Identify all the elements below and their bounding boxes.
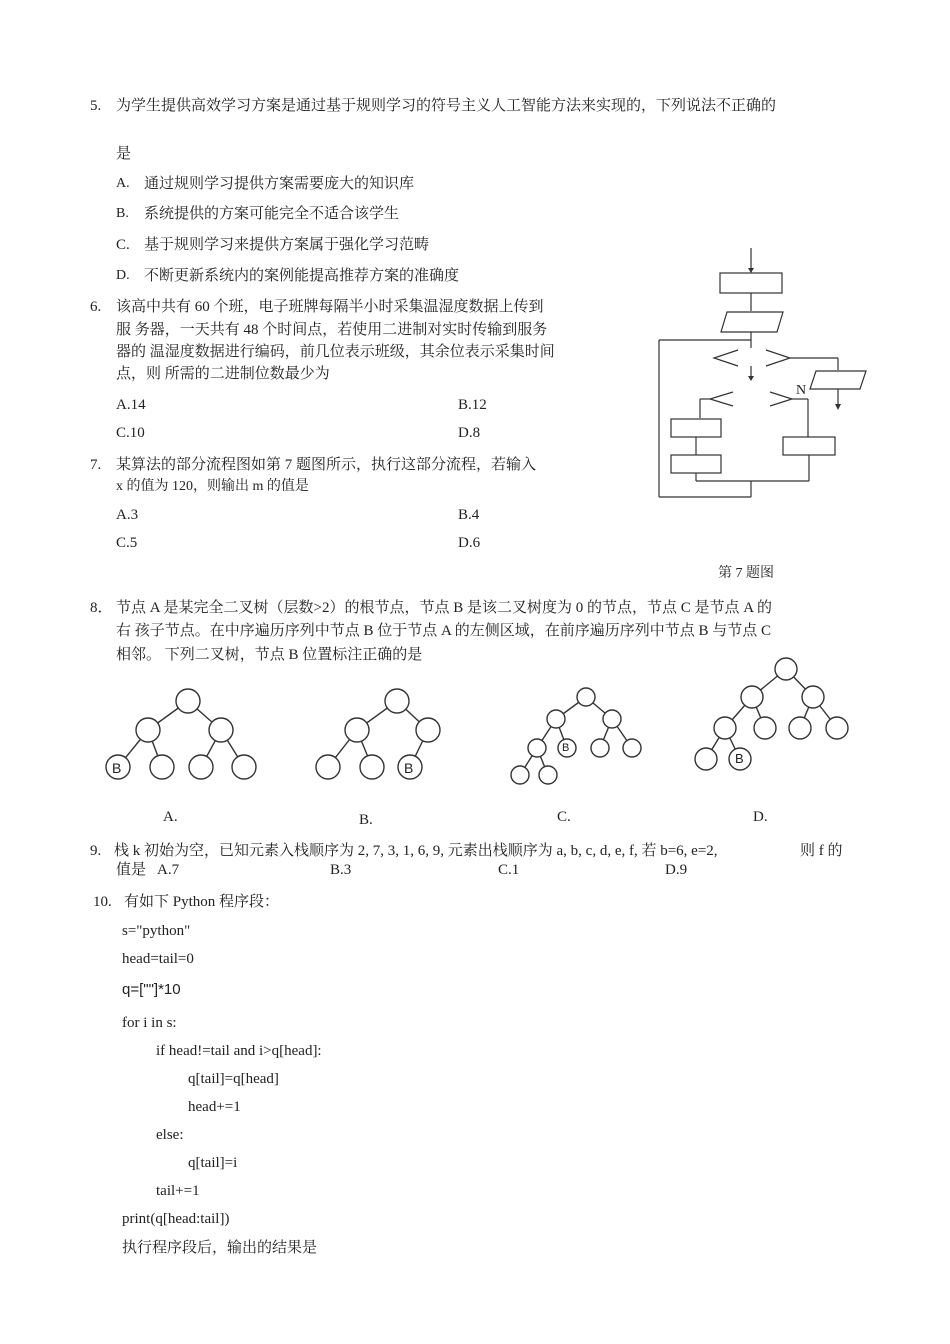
q7-option-d: D.6 <box>458 535 481 551</box>
q10-stem: 有如下 Python 程序段： <box>124 894 280 910</box>
q9-option-a: A.7 <box>157 862 180 878</box>
tree-a-label-b: B <box>112 760 122 776</box>
tree-b-label-b: B <box>404 760 414 776</box>
code-line-4: for i in s: <box>122 1015 177 1031</box>
q10-question: 执行程序段后，输出的结果是 <box>122 1240 318 1256</box>
q5-number: 5. <box>90 98 102 114</box>
q5-option-a-text: 通过规则学习提供方案需要庞大的知识库 <box>144 176 415 192</box>
q8-stem-line1: 节点 A 是某完全二叉树（层数>2）的根节点，节点 B 是该二叉树度为 0 的节点，节点 C 是节点 A 的 <box>116 600 772 616</box>
tree-d-node <box>714 717 736 739</box>
q9-option-b: B.3 <box>330 862 352 878</box>
q9-stem-line1: 栈 k 初始为空，已知元素入栈顺序为 2, 7, 3, 1, 6, 9, 元素出栈顺序为 a, b, c, d, e, f, 若 b=6, e=2, <box>114 843 718 859</box>
tree-d-label-b: B <box>735 751 744 766</box>
q5-option-c-text: 基于规则学习来提供方案属于强化学习范畴 <box>144 237 430 253</box>
tree-d-node <box>802 686 824 708</box>
code-line-5: if head!=tail and i>q[head]: <box>156 1043 322 1059</box>
q5-stem-line2: 是 <box>116 146 132 162</box>
q10-number: 10. <box>93 894 112 910</box>
q6-number: 6. <box>90 299 102 315</box>
q5-stem-line1: 为学生提供高效学习方案是通过基于规则学习的符号主义人工智能方法来实现的，下列说法不正确的 <box>116 98 777 114</box>
tree-d-node <box>826 717 848 739</box>
q8-stem-line2: 右 孩子节点。在中序遍历序列中节点 B 位于节点 A 的左侧区域，在前序遍历序列中节点 B 与节点 C <box>116 623 772 639</box>
tree-d-node <box>695 748 717 770</box>
q7-number: 7. <box>90 457 102 473</box>
q5-option-d-text: 不断更新系统内的案例能提高推荐方案的准确度 <box>144 268 460 284</box>
code-line-6: q[tail]=q[head] <box>188 1071 279 1087</box>
q8-option-d: D. <box>753 809 768 825</box>
q6-stem-line2: 服 务器，一天共有 48 个时间点，若使用二进制对实时传输到服务 <box>116 322 548 338</box>
q6-stem-line3: 器的 温湿度数据进行编码，前几位表示班级，其余位表示采集时间 <box>116 344 555 360</box>
q9-number: 9. <box>90 843 102 859</box>
q5-option-c-letter: C. <box>116 237 130 253</box>
tree-d-node <box>741 686 763 708</box>
q7-stem-line2: x 的值为 120，则输出 m 的值是 <box>116 479 309 494</box>
q9-option-d: D.9 <box>665 862 688 878</box>
q8-option-c: C. <box>557 809 571 825</box>
q8-stem-line3: 相邻。 下列二叉树，节点 B 位置标注正确的是 <box>116 647 423 663</box>
q9-stem-line2: 值是 <box>116 862 147 878</box>
q5-option-d-letter: D. <box>116 268 130 283</box>
q7-stem-line1: 某算法的部分流程图如第 7 题图所示，执行这部分流程，若输入 <box>116 457 537 473</box>
q8-number: 8． <box>90 600 113 616</box>
tree-c-label-b: B <box>562 742 570 754</box>
q5-option-a-letter: A. <box>116 176 130 191</box>
code-line-2: head=tail=0 <box>122 951 194 967</box>
q7-figure-caption: 第 7 题图 <box>718 566 774 581</box>
code-line-11: print(q[head:tail]) <box>122 1211 230 1227</box>
tree-d-node <box>754 717 776 739</box>
tree-d-node-root <box>775 658 797 680</box>
q6-option-d: D.8 <box>458 425 481 441</box>
q5-option-b-text: 系统提供的方案可能完全不适合该学生 <box>144 206 400 222</box>
q9-option-c: C.1 <box>498 862 520 878</box>
q6-stem-line4: 点，则 所需的二进制位数最少为 <box>116 366 330 382</box>
tree-d-node <box>789 717 811 739</box>
q5-option-b-letter: B. <box>116 206 129 221</box>
q9-stem-line1-end: 则 f 的 <box>800 843 843 859</box>
code-line-7: head+=1 <box>188 1099 241 1115</box>
code-line-10: tail+=1 <box>156 1183 200 1199</box>
q6-option-b: B.12 <box>458 397 487 413</box>
code-line-1: s="python" <box>122 923 191 939</box>
code-line-8: else: <box>156 1127 184 1143</box>
q6-option-c: C.10 <box>116 425 145 441</box>
tree-d-edges <box>706 669 837 759</box>
q7-option-b: B.4 <box>458 507 480 523</box>
q7-option-c: C.5 <box>116 535 138 551</box>
q8-option-b: B. <box>359 812 373 828</box>
code-line-3: q=[""]*10 <box>122 981 181 998</box>
q6-stem-line1: 该高中共有 60 个班，电子班牌每隔半小时采集温湿度数据上传到 <box>116 299 544 315</box>
flow-n-label: N <box>796 383 807 398</box>
q8-option-a: A. <box>163 809 178 825</box>
q6-option-a: A.14 <box>116 397 146 413</box>
q7-option-a: A.3 <box>116 507 139 523</box>
code-line-9: q[tail]=i <box>188 1155 238 1171</box>
